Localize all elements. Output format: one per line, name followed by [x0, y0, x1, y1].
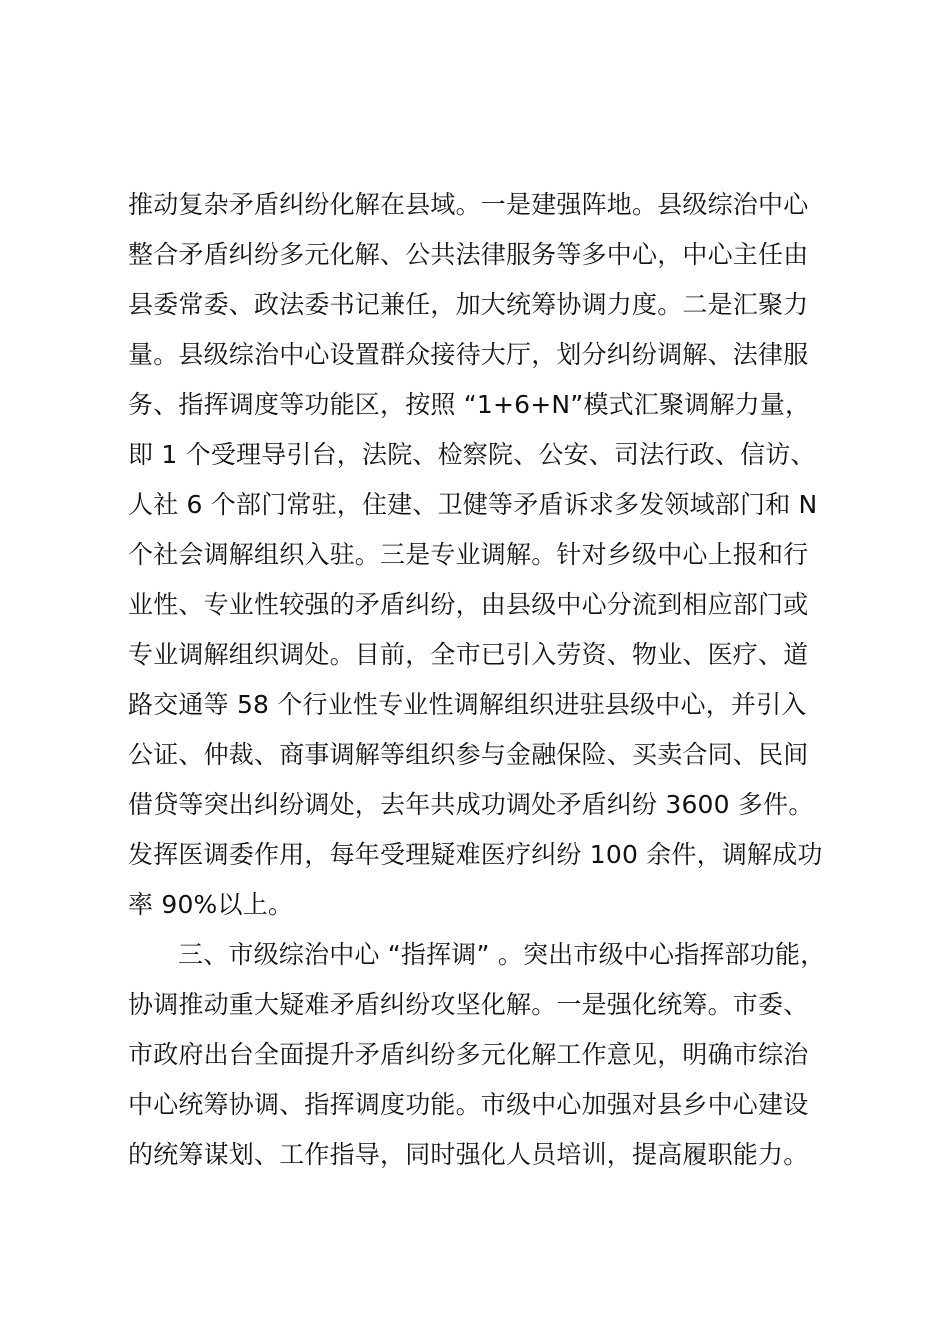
text-line: 量。县级综治中心设置群众接待大厅，划分纠纷调解、法律服: [128, 340, 809, 369]
text-line: 县委常委、政法委书记兼任，加大统筹协调力度。二是汇聚力: [128, 290, 809, 319]
text-line: 协调推动重大疑难矛盾纠纷攻坚化解。一是强化统筹。市委、: [128, 990, 809, 1019]
body-text: [128, 180, 838, 1180]
text-line: 推动复杂矛盾纠纷化解在县域。一是建强阵地。县级综治中心: [128, 190, 809, 219]
text-line: 的统筹谋划、工作指导，同时强化人员培训，提高履职能力。: [128, 1140, 809, 1169]
text-line: 中心统筹协调、指挥调度功能。市级中心加强对县乡中心建设: [128, 1090, 809, 1119]
text-line: 率 90%以上。: [128, 890, 294, 919]
text-line: 公证、仲裁、商事调解等组织参与金融保险、买卖合同、民间: [128, 740, 809, 769]
text-line: 务、指挥调度等功能区，按照 “1+6+N”模式汇聚调解力量，: [128, 390, 811, 419]
text-line: 路交通等 58 个行业性专业性调解组织进驻县级中心，并引入: [128, 690, 807, 719]
text-line: 人社 6 个部门常驻，住建、卫健等矛盾诉求多发领域部门和 N: [128, 490, 818, 519]
text-line: 发挥医调委作用，每年受理疑难医疗纠纷 100 余件，调解成功: [128, 840, 823, 869]
text-line: 市政府出台全面提升矛盾纠纷多元化解工作意见，明确市综治: [128, 1040, 809, 1069]
text-line: 业性、专业性较强的矛盾纠纷，由县级中心分流到相应部门或: [128, 590, 809, 619]
section-heading-line: 三、市级综治中心 “指挥调” 。突出市级中心指挥部功能，: [178, 940, 826, 969]
text-line: 借贷等突出纠纷调处，去年共成功调处矛盾纠纷 3600 多件。: [128, 790, 814, 819]
text-line: 即 1 个受理导引台，法院、检察院、公安、司法行政、信访、: [128, 440, 816, 469]
text-line: 整合矛盾纠纷多元化解、公共法律服务等多中心，中心主任由: [128, 240, 809, 269]
text-line: 专业调解组织调处。目前，全市已引入劳资、物业、医疗、道: [128, 640, 809, 669]
text-line: 个社会调解组织入驻。三是专业调解。针对乡级中心上报和行: [128, 540, 809, 569]
